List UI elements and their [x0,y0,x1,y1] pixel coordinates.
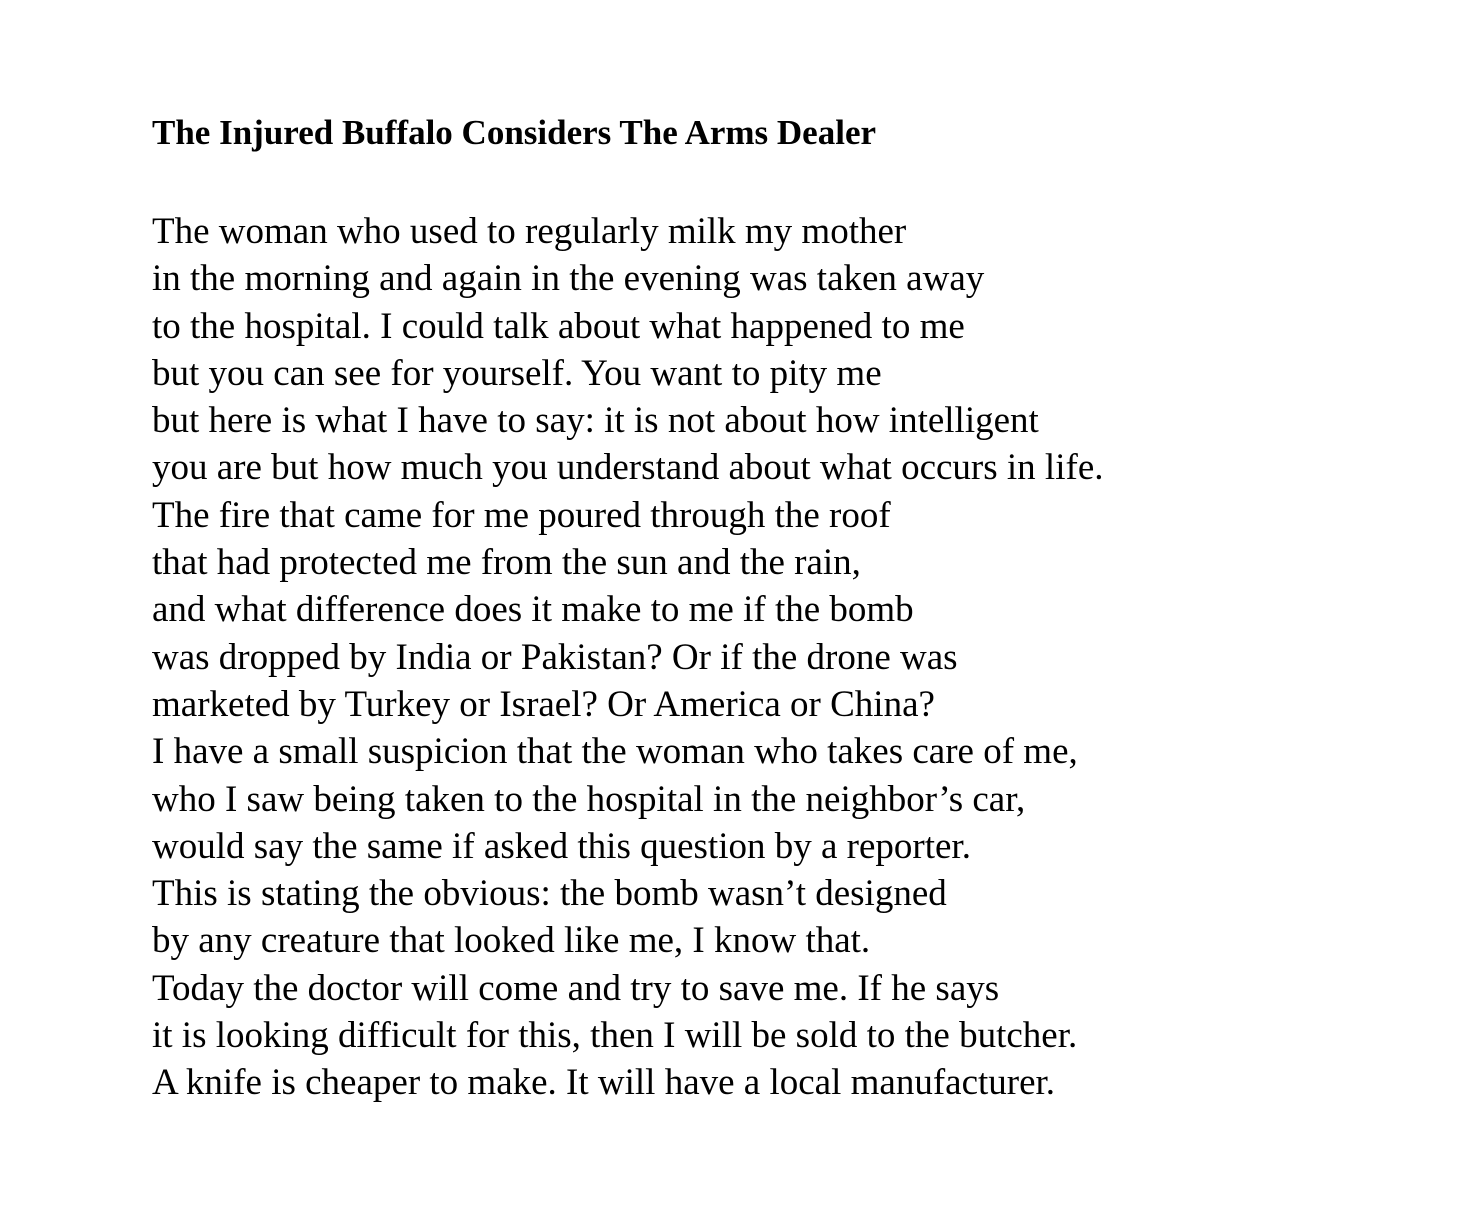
poem-line: who I saw being taken to the hospital in the neighbor’s car, [152,778,1026,820]
poem-line: was dropped by India or Pakistan? Or if the drone was [152,636,958,678]
poem-line: you are but how much you understand about what occurs in life. [152,447,1104,489]
poem-line: Today the doctor will come and try to save me. If he says [152,967,1000,1009]
poem-title: The Injured Buffalo Considers The Arms Dealer [152,113,877,152]
poem-line: The fire that came for me poured through the roof [152,494,891,536]
poem-line: The woman who used to regularly milk my mother [152,211,907,252]
poem-line: by any creature that looked like me, I know that. [152,920,871,962]
poem-line: A knife is cheaper to make. It will have a local manufacturer. [152,1062,1056,1104]
poem-line: but here is what I have to say: it is not about how intelligent [152,400,1039,442]
poem-line: This is stating the obvious: the bomb wasn’t designed [152,873,947,915]
poem-line: and what difference does it make to me if the bomb [152,589,914,631]
poem-line: but you can see for yourself. You want to pity me [152,352,882,394]
poem-line: that had protected me from the sun and the rain, [152,542,861,584]
poem-line: would say the same if asked this question by a reporter. [152,825,971,867]
poem-body [152,208,1372,1107]
poem-line: marketed by Turkey or Israel? Or America or China? [152,683,935,725]
document-page [152,108,1372,1107]
poem-line: I have a small suspicion that the woman who takes care of me, [152,731,1078,773]
poem-line: to the hospital. I could talk about what happened to me [152,305,965,347]
poem-line: in the morning and again in the evening was taken away [152,258,985,300]
poem-line: it is looking difficult for this, then I will be sold to the butcher. [152,1015,1078,1057]
